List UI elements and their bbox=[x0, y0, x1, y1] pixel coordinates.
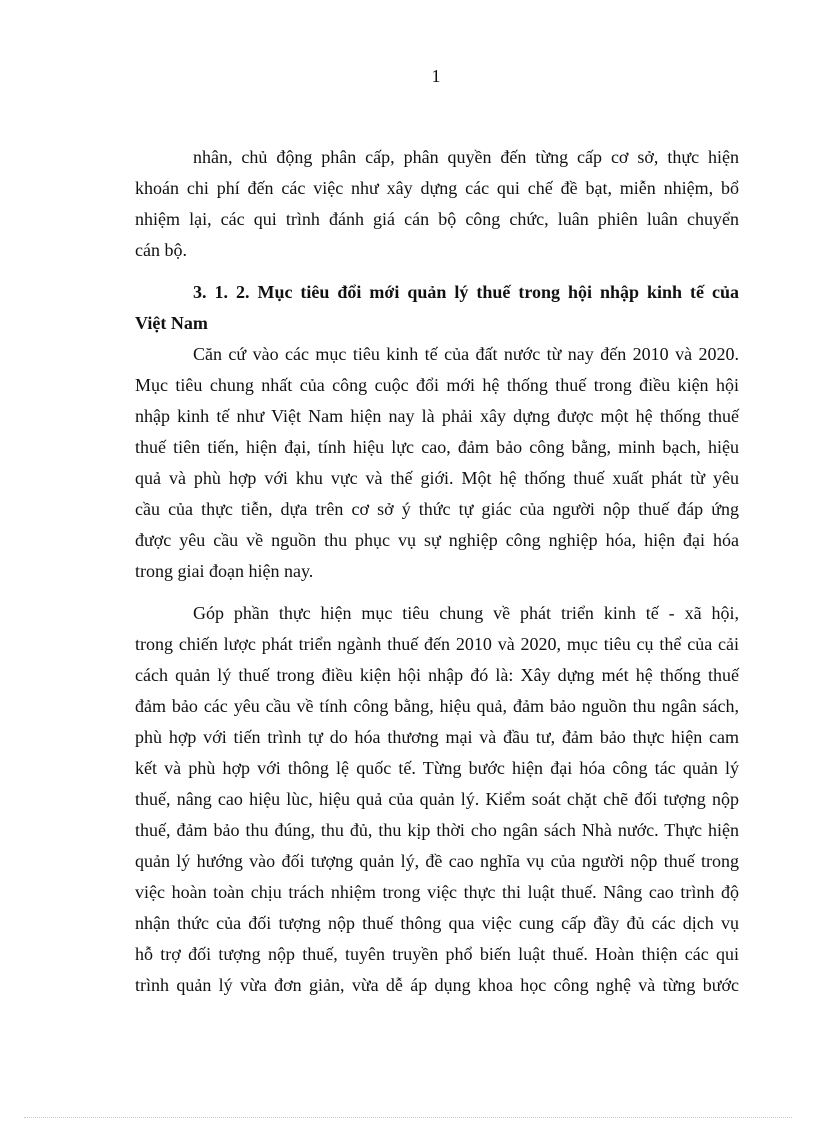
text-line: quản lý hướng vào đối tượng quản lý, đề cao nghĩa vụ của người nộp thuế trong bbox=[135, 851, 739, 871]
page-number: 1 bbox=[431, 66, 441, 86]
text-line: thuế, đảm bảo thu đúng, thu đủ, thu kịp thời cho ngân sách Nhà nước. Thực hiện bbox=[135, 820, 739, 840]
text-line: cán bộ. bbox=[135, 240, 187, 260]
text-line: kết và phù hợp với thông lệ quốc tế. Từng bước hiện đại hóa công tác quản lý bbox=[135, 758, 739, 778]
paragraph-specific-goals bbox=[135, 598, 739, 1001]
text-line: thuế, nâng cao hiệu lùc, hiệu quả của quản lý. Kiểm soát chặt chẽ đối tượng nộp bbox=[135, 789, 739, 809]
heading-line: Việt Nam bbox=[135, 313, 208, 333]
text-line: nhân, chủ động phân cấp, phân quyền đến từng cấp cơ sở, thực hiện bbox=[193, 147, 739, 167]
paragraph-objectives bbox=[135, 339, 739, 587]
text-line: cách quản lý thuế trong điều kiện hội nhập đó là: Xây dựng mét hệ thống thuế bbox=[135, 665, 739, 685]
section-heading bbox=[135, 277, 739, 339]
text-line: trong chiến lược phát triển ngành thuế đến 2010 và 2020, mục tiêu cụ thể của cải bbox=[135, 634, 739, 654]
text-line: trình quản lý vừa đơn giản, vừa dễ áp dụng khoa học công nghệ và từng bước bbox=[135, 975, 739, 995]
text-line: Góp phần thực hiện mục tiêu chung về phát triển kinh tế - xã hội, bbox=[193, 603, 739, 623]
page-bottom-rule bbox=[24, 1117, 792, 1118]
text-line: thuế tiên tiến, hiện đại, tính hiệu lực cao, đảm bảo công bằng, minh bạch, hiệu bbox=[135, 437, 739, 457]
text-line: nhập kinh tế như Việt Nam hiện nay là phải xây dựng được một hệ thống thuế bbox=[135, 406, 739, 426]
text-line: Mục tiêu chung nhất của công cuộc đổi mới hệ thống thuế trong điều kiện hội bbox=[135, 375, 739, 395]
text-line: nhiệm lại, các qui trình đánh giá cán bộ công chức, luân phiên luân chuyển bbox=[135, 209, 739, 229]
text-line: nhận thức của đối tượng nộp thuế thông qua việc cung cấp đầy đủ các dịch vụ bbox=[135, 913, 739, 933]
text-line: quả và phù hợp với khu vực và thế giới. Một hệ thống thuế xuất phát từ yêu bbox=[135, 468, 739, 488]
text-line: được yêu cầu về nguồn thu phục vụ sự nghiệp công nghiệp hóa, hiện đại hóa bbox=[135, 530, 739, 550]
text-line: Căn cứ vào các mục tiêu kinh tế của đất nước từ nay đến 2010 và 2020. bbox=[193, 344, 739, 364]
text-line: phù hợp với tiến trình tự do hóa thương mại và đầu tư, đảm bảo thực hiện cam bbox=[135, 727, 739, 747]
text-line: việc hoàn toàn chịu trách nhiệm trong việc thực thi luật thuế. Nâng cao trình độ bbox=[135, 882, 739, 902]
text-line: cầu của thực tiễn, dựa trên cơ sở ý thức tự giác của người nộp thuế đáp ứng bbox=[135, 499, 739, 519]
text-line: trong giai đoạn hiện nay. bbox=[135, 561, 314, 581]
paragraph-continued bbox=[135, 142, 739, 266]
text-line: khoán chi phí đến các việc như xây dựng các qui chế đề bạt, miễn nhiệm, bổ bbox=[135, 178, 739, 198]
text-line: hỗ trợ đối tượng nộp thuế, tuyên truyền phổ biến luật thuế. Hoàn thiện các qui bbox=[135, 944, 739, 964]
text-line: đảm bảo các yêu cầu về tính công bằng, hiệu quả, đảm bảo nguồn thu ngân sách, bbox=[135, 696, 739, 716]
document-body bbox=[135, 142, 739, 1001]
heading-line: 3. 1. 2. Mục tiêu đổi mới quản lý thuế trong hội nhập kinh tế của bbox=[193, 282, 739, 302]
